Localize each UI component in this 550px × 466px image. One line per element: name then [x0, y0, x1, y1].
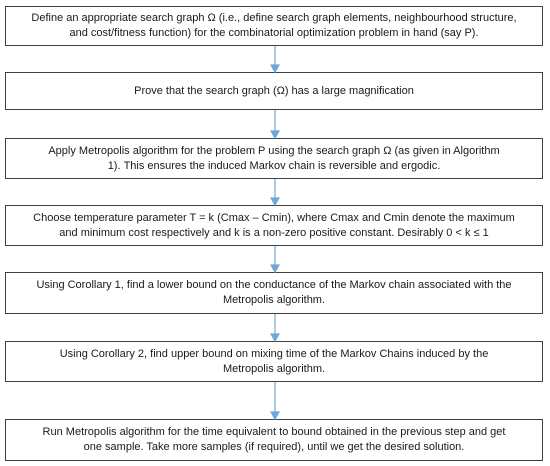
arrow-step2-to-step3 — [271, 110, 279, 138]
step-1-define-search-graph — [5, 6, 543, 46]
step-7-run-and-sample — [5, 419, 543, 461]
arrow-step4-to-step5 — [271, 246, 279, 272]
step-6-mixing-time-bound — [5, 341, 543, 382]
step-4-text: Choose temperature parameter T = k (Cmax – Cmin), where Cmax and Cmin denote the maximum and minimum cost respectively and k is a non-zero positive constant. Desirably 0 < k ≤ 1 — [33, 211, 515, 239]
step-5-conductance-bound — [5, 272, 543, 314]
step-7-text: Run Metropolis algorithm for the time equivalent to bound obtained in the previous step and get one sample. Take more samples (if required), until we get the desired solution. — [42, 426, 506, 453]
arrow-step1-to-step2 — [271, 46, 279, 72]
step-3-apply-metropolis — [5, 138, 543, 179]
step-2-prove-magnification — [5, 72, 543, 110]
arrow-step5-to-step6 — [271, 314, 279, 341]
arrow-step3-to-step4 — [271, 179, 279, 205]
step-2-text: Prove that the search graph (Ω) has a large magnification — [134, 84, 414, 97]
step-6-text: Using Corollary 2, find upper bound on mixing time of the Markov Chains induced by the Metropolis algorithm. — [59, 347, 489, 375]
step-3-text: Apply Metropolis algorithm for the problem P using the search graph Ω (as given in Algorithm 1). This ensures the induced Markov chain is reversible and ergodic. — [48, 144, 500, 172]
step-4-choose-temperature — [5, 205, 543, 246]
step-1-text: Define an appropriate search graph Ω (i.e., define search graph elements, neighbourhood structure, and cost/fitness function) for the combinatorial optimization problem in hand (say P). — [31, 12, 517, 39]
step-5-text: Using Corollary 1, find a lower bound on the conductance of the Markov chain associated with the Metropolis algorithm. — [36, 279, 512, 306]
arrow-step6-to-step7 — [271, 382, 279, 419]
